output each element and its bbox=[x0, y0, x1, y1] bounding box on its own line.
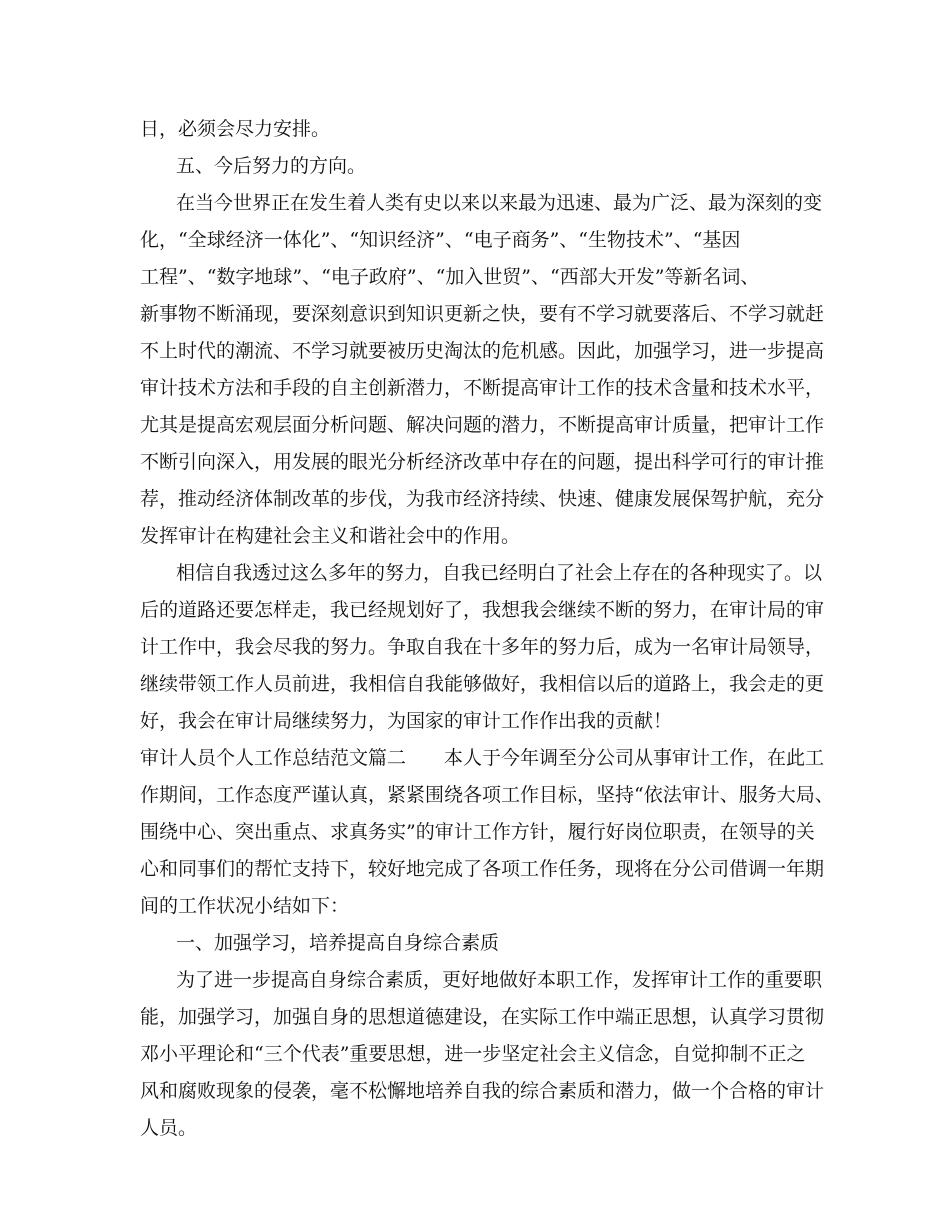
text-line: 化，“全球经济一体化”、“知识经济”、“电子商务”、“生物技术”、“基因 bbox=[140, 229, 741, 251]
text-line: 心和同事们的帮忙支持下，较好地完成了各项工作任务，现将在分公司借调一年期 bbox=[140, 858, 825, 880]
text-line: 新事物不断涌现，要深刻意识到知识更新之快，要有不学习就要落后、不学习就赶 bbox=[140, 303, 825, 325]
text-line: 为了进一步提高自身综合素质，更好地做好本职工作，发挥审计工作的重要职 bbox=[176, 969, 823, 991]
text-line: 相信自我透过这么多年的努力，自我已经明白了社会上存在的各种现实了。以 bbox=[176, 562, 823, 584]
text-line: 好，我会在审计局继续努力，为国家的审计工作作出我的贡献！ bbox=[140, 710, 673, 732]
text-line: 日，必须会尽力安排。 bbox=[140, 118, 331, 140]
text-line: 后的道路还要怎样走，我已经规划好了，我想我会继续不断的努力，在审计局的审 bbox=[140, 599, 825, 621]
text-line: 不上时代的潮流、不学习就要被历史淘汰的危机感。因此，加强学习，进一步提高 bbox=[140, 340, 825, 362]
text-line: 继续带领工作人员前进，我相信自我能够做好，我相信以后的道路上，我会走的更 bbox=[140, 673, 825, 695]
text-line: 邓小平理论和“三个代表”重要思想，进一步坚定社会主义信念，自觉抑制不正之 bbox=[140, 1043, 806, 1065]
text-line: 在当今世界正在发生着人类有史以来以来最为迅速、最为广泛、最为深刻的变 bbox=[176, 192, 823, 214]
text-line: 发挥审计在构建社会主义和谐社会中的作用。 bbox=[140, 525, 521, 547]
text-line: 人员。 bbox=[140, 1117, 198, 1139]
section-heading: 一、加强学习，培养提高自身综合素质 bbox=[176, 932, 500, 954]
text-line: 能，加强学习，加强自身的思想道德建设，在实际工作中端正思想，认真学习贯彻 bbox=[140, 1006, 825, 1028]
text-line: 尤其是提高宏观层面分析问题、解决问题的潜力，不断提高审计质量，把审计工作 bbox=[140, 414, 825, 436]
text-line: 围绕中心、突出重点、求真务实”的审计工作方针，履行好岗位职责，在领导的关 bbox=[140, 821, 815, 843]
text-line: 不断引向深入，用发展的眼光分析经济改革中存在的问题，提出科学可行的审计推 bbox=[140, 451, 825, 473]
text-line: 风和腐败现象的侵袭，毫不松懈地培养自我的综合素质和潜力，做一个合格的审计 bbox=[140, 1080, 825, 1102]
article-title-line: 审计人员个人工作总结范文篇二 本人于今年调至分公司从事审计工作，在此工 bbox=[140, 747, 825, 769]
text-line: 工程”、“数字地球”、“电子政府”、“加入世贸”、“西部大开发”等新名词、 bbox=[140, 266, 760, 288]
section-heading: 五、今后努力的方向。 bbox=[176, 155, 367, 177]
text-line: 审计技术方法和手段的自主创新潜力，不断提高审计工作的技术含量和技术水平， bbox=[140, 377, 825, 399]
text-line: 计工作中，我会尽我的努力。争取自我在十多年的努力后，成为一名审计局领导， bbox=[140, 636, 825, 658]
text-line: 间的工作状况小结如下： bbox=[140, 895, 350, 917]
text-line: 作期间，工作态度严谨认真，紧紧围绕各项工作目标，坚持“依法审计、服务大局、 bbox=[140, 784, 834, 806]
text-line: 荐，推动经济体制改革的步伐，为我市经济持续、快速、健康发展保驾护航，充分 bbox=[140, 488, 825, 510]
